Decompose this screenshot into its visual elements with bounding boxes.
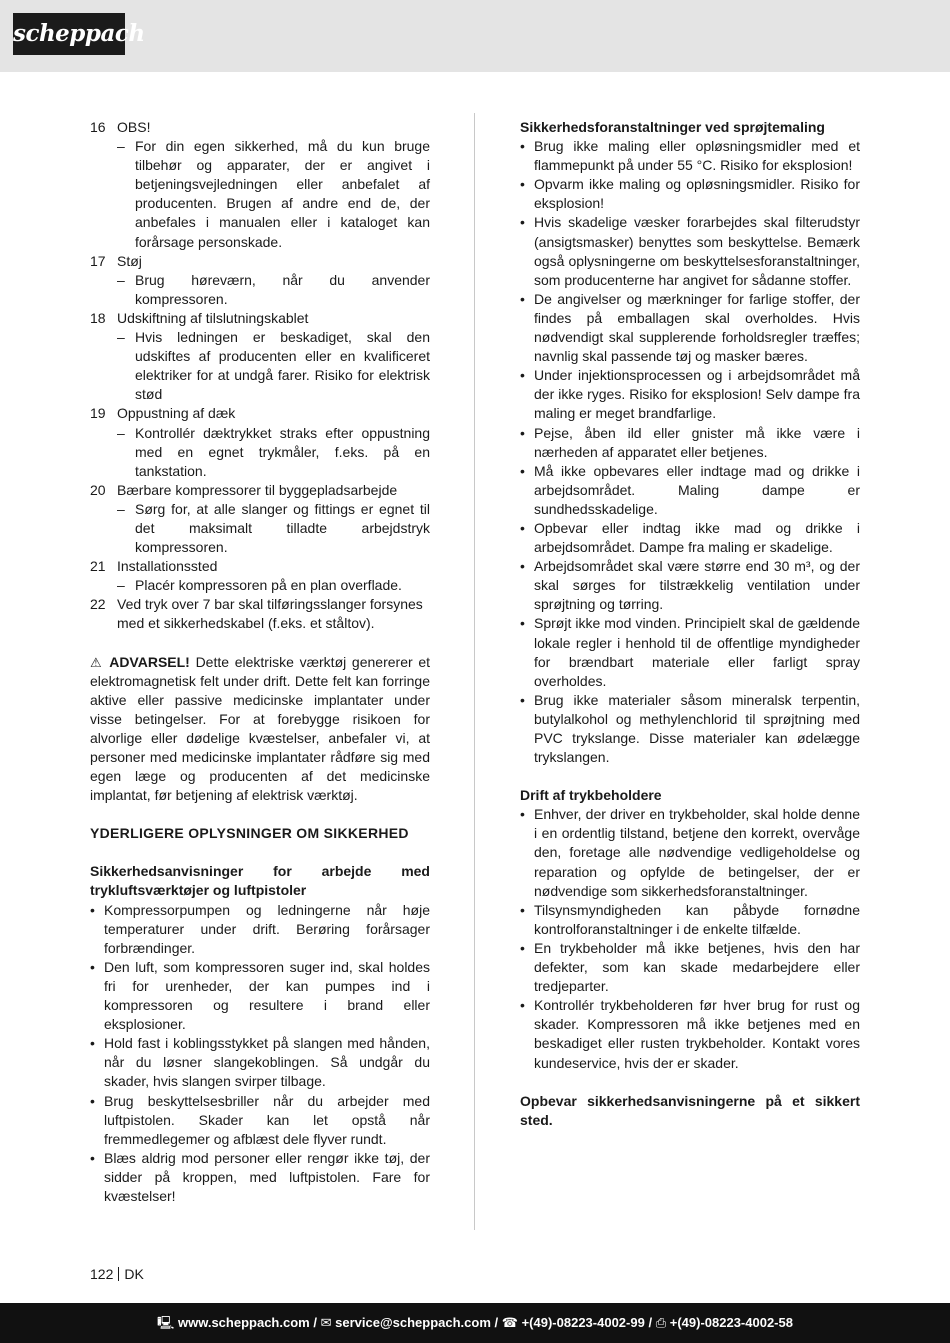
page-number (90, 1265, 144, 1284)
bullet-marker: • (520, 138, 525, 155)
footer-email[interactable]: service@scheppach.com (335, 1315, 491, 1330)
tools-bullet-list (90, 901, 430, 1207)
numbered-item (90, 404, 430, 423)
dash-item (90, 328, 430, 404)
footer-phone: +(49)-08223-4002-99 (521, 1315, 645, 1330)
bullet-marker: • (520, 176, 525, 193)
bullet-marker: • (90, 958, 95, 975)
footer-fax: +(49)-08223-4002-58 (669, 1315, 793, 1330)
bullet-marker: • (520, 367, 525, 384)
item-title: Støj (117, 252, 142, 269)
item-title: Bærbare kompressorer til byggepladsarbejde (117, 481, 398, 498)
dash-text: For din egen sikkerhed, må du kun bruge tilbehør og apparater, der er angivet i betjeningsvejledningen eller anbefalet af producenten. Brugen af andre end de, der anbefales i manualen eller i kataloget kan forårsage personskade. (135, 138, 430, 250)
bullet-item (520, 175, 860, 213)
page-number-separator (118, 1267, 119, 1281)
dash-item (90, 424, 430, 481)
bullet-text: Kontrollér trykbeholderen før hver brug for rust og skader. Kompressoren må ikke betjenes med en beskadiget eller rusten trykbeholder. Kontakt vores kundeservice, hvis der er skader. (534, 997, 860, 1071)
dash-item (90, 576, 430, 595)
item-title: OBS! (117, 119, 151, 135)
bullet-marker: • (520, 462, 525, 479)
dash-marker: – (117, 271, 125, 288)
dash-text: Kontrollér dæktrykket straks efter oppustning med en egnet trykmåler, f.eks. på en tankstation. (135, 424, 430, 479)
header-bar (0, 0, 950, 72)
bullet-marker: • (520, 214, 525, 231)
bullet-item (520, 366, 860, 423)
bullet-item (520, 805, 860, 900)
dash-marker: – (117, 500, 125, 517)
bullet-item (520, 424, 860, 462)
bullet-item (90, 958, 430, 1034)
right-column (520, 118, 860, 1130)
bullet-item (90, 1034, 430, 1091)
bullet-item (90, 1149, 430, 1206)
footer-web[interactable]: www.scheppach.com (177, 1315, 310, 1330)
bullet-marker: • (520, 691, 525, 708)
vessel-bullet-list (520, 805, 860, 1072)
dash-text: Placér kompressoren på en plan overflade. (135, 577, 402, 594)
bullet-text: Brug ikke materialer såsom mineralsk terpentin, butylalkohol og methylenchlorid til sprøjtning med PVC trykslange. Disse materialer kan ødelægge trykslangen. (534, 691, 860, 766)
dash-item (90, 137, 430, 252)
bullet-marker: • (520, 290, 525, 307)
mail-icon: ✉ (320, 1315, 332, 1330)
item-number: 17 (90, 252, 106, 269)
bullet-text: Pejse, åben ild eller gnister må ikke være i nærheden af apparatet eller betjenes. (534, 424, 860, 460)
bullet-marker: • (90, 1035, 95, 1052)
bullet-item (90, 1092, 430, 1149)
numbered-item (90, 118, 430, 137)
item-number: 20 (90, 481, 106, 498)
bullet-item (520, 939, 860, 996)
vessel-subtitle: Drift af trykbeholdere (520, 787, 662, 804)
item-number: 21 (90, 558, 106, 575)
bullet-marker: • (520, 615, 525, 632)
bullet-text: Under injektionsprocessen og i arbejdsområdet må der ikke ryges. Risiko for eksplosion! Selv dampe fra maling er meget brandfarlige. (534, 367, 860, 422)
fax-icon: ⎙ (655, 1315, 667, 1330)
bullet-text: Brug beskyttelsesbriller når du arbejder med luftpistolen. Skader kan let opstå når fremmedlegemer og afblæst dele flyver rundt. (104, 1092, 430, 1147)
dash-marker: – (117, 138, 125, 155)
item-number: 19 (90, 405, 106, 422)
bullet-marker: • (520, 901, 525, 918)
bullet-item (520, 901, 860, 939)
monitor-icon: 🖳 (157, 1315, 175, 1330)
bullet-text: Enhver, der driver en trykbeholder, skal holde denne i en ordentlig tilstand, betjene den korrekt, overvåge den, foretage alle nødvendige vedligeholdelse og reparation og opfylde de betingelser, der er nødvendige som sikkerhedsforanstaltninger. (534, 806, 860, 899)
dash-item (90, 500, 430, 557)
item-number: 16 (90, 119, 106, 135)
bullet-marker: • (520, 519, 525, 536)
warning-icon: ⚠ (90, 654, 104, 670)
footer-separator: / (494, 1315, 499, 1330)
bullet-text: Sprøjt ikke mod vinden. Principielt skal de gældende lokale regler i henhold til de offentlige myndigheder for brændbart materiale eller farligt spray overholdes. (534, 615, 860, 689)
bullet-item (520, 290, 860, 366)
page-number-value: 122 (90, 1266, 114, 1282)
warning-text: Dette elektriske værktøj genererer et elektromagnetisk felt under drift. Dette felt kan forringe aktive eller passive medicinske implantater under visse betingelser. For at forebygge risikoen for alvorlige eller dødelige kvæstelser, anbefaler vi, at personer med medicinske implantater rådføre sig med egen læge og producenten af det medicinske implantat, før betjening af elektrisk værktøj. (90, 653, 431, 804)
footer-separator: / (648, 1315, 653, 1330)
bullet-marker: • (520, 997, 525, 1014)
item-title: Ved tryk over 7 bar skal tilføringsslanger forsynes med et sikkerhedskabel (f.eks. et ståltov). (117, 596, 423, 632)
bullet-marker: • (520, 806, 525, 823)
bullet-item (520, 462, 860, 519)
numbered-item (90, 557, 430, 576)
numbered-item (90, 252, 430, 271)
footer-separator: / (313, 1315, 317, 1330)
bullet-text: En trykbeholder må ikke betjenes, hvis den har defekter, som kan skade medarbejdere eller tredjeparter. (534, 939, 860, 995)
dash-marker: – (117, 424, 125, 441)
item-number: 22 (90, 596, 106, 613)
bullet-marker: • (90, 1092, 95, 1109)
page-language: DK (124, 1266, 144, 1282)
bullet-marker: • (90, 1149, 95, 1166)
paint-bullet-list (520, 137, 860, 767)
bullet-marker: • (520, 558, 525, 575)
dash-text: Hvis ledningen er beskadiget, skal den udskiftes af producenten eller en kvalificeret elektriker for at undgå farer. Risiko for elektrisk stød (135, 329, 430, 403)
closing-note: Opbevar sikkerhedsanvisningerne på et sikkert sted. (520, 1092, 860, 1128)
bullet-text: Tilsynsmyndigheden kan påbyde fornødne kontrolforanstaltninger i de enkelte tilfælde. (534, 901, 860, 937)
dash-text: Brug høreværn, når du anvender kompressoren. (135, 271, 430, 307)
bullet-item (520, 557, 860, 614)
phone-icon: ☎ (501, 1315, 518, 1330)
bullet-text: Kompressorpumpen og ledningerne når høje temperaturer under drift. Berøring forårsager forbrændinger. (104, 901, 430, 956)
bullet-item (90, 901, 430, 958)
bullet-marker: • (520, 424, 525, 441)
scheppach-logo: scheppach (13, 13, 125, 55)
item-title: Oppustning af dæk (117, 405, 236, 422)
bullet-text: Opbevar eller indtag ikke mad og drikke i arbejdsområdet. Dampe fra maling er skadelige. (534, 519, 860, 556)
bullet-marker: • (90, 901, 95, 918)
bullet-item (520, 519, 860, 557)
footer-bar (0, 1303, 950, 1343)
bullet-item (520, 213, 860, 289)
tools-subtitle: Sikkerhedsanvisninger for arbejde med trykluftsværktøjer og luftpistoler (90, 863, 430, 899)
paint-subtitle: Sikkerhedsforanstaltninger ved sprøjtemaling (520, 119, 825, 135)
bullet-text: Den luft, som kompressoren suger ind, skal holdes fri for urenheder, der kan pumpes ind i kompressoren og resultere i brand eller eksplosioner. (104, 958, 430, 1033)
bullet-text: Arbejdsområdet skal være større end 30 m³, og der skal sørges for tilstrækkelig ventilation under sprøjtning og tørring. (534, 558, 860, 613)
bullet-item (520, 691, 860, 767)
warning-paragraph (90, 653, 430, 806)
column-divider (474, 113, 475, 1230)
numbered-item (90, 595, 430, 633)
bullet-text: Hvis skadelige væsker forarbejdes skal filterudstyr (ansigtsmasker) benyttes som beskyttelse. Bemærk også oplysningerne om beskyttelsesforanstaltninger, som producenterne har angivet for sådanne stoffer. (534, 214, 860, 288)
bullet-item (520, 996, 860, 1072)
numbered-item (90, 481, 430, 500)
bullet-text: De angivelser og mærkninger for farlige stoffer, der findes på emballagen skal overholdes. Hvis nødvendigt skal supplerende forholdsregler træffes; navnlig skal passende tøj og masker bæres. (534, 290, 860, 365)
numbered-item (90, 309, 430, 328)
bullet-text: Opvarm ikke maling og opløsningsmidler. Risiko for eksplosion! (534, 176, 860, 212)
dash-text: Sørg for, at alle slanger og fittings er egnet til det maksimalt tilladte arbejdstryk kompressoren. (135, 500, 430, 556)
dash-item (90, 271, 430, 309)
bullet-text: Hold fast i koblingsstykket på slangen med hånden, når du løsner slangekoblingen. Så undgår du skader, hvis slangen svirper tilbage. (104, 1035, 430, 1090)
item-title: Udskiftning af tilslutningskablet (117, 309, 309, 326)
bullet-text: Må ikke opbevares eller indtage mad og drikke i arbejdsområdet. Maling dampe er sundhedsskadelige. (534, 462, 860, 517)
item-title: Installationssted (117, 558, 218, 575)
bullet-text: Brug ikke maling eller opløsningsmidler med et flammepunkt på under 55 °C. Risiko for eksplosion! (534, 138, 860, 174)
left-column (90, 118, 430, 1206)
section-title: YDERLIGERE OPLYSNINGER OM SIKKERHED (90, 825, 409, 842)
bullet-item (520, 614, 860, 690)
dash-marker: – (117, 329, 125, 346)
dash-marker: – (117, 577, 125, 594)
numbered-list (90, 118, 430, 634)
warning-label: ADVARSEL! (109, 653, 190, 670)
item-number: 18 (90, 309, 106, 326)
bullet-text: Blæs aldrig mod personer eller rengør ikke tøj, der sidder på kroppen, med luftpistolen. Fare for kvæstelser! (104, 1149, 430, 1204)
bullet-item (520, 137, 860, 175)
bullet-marker: • (520, 939, 525, 956)
